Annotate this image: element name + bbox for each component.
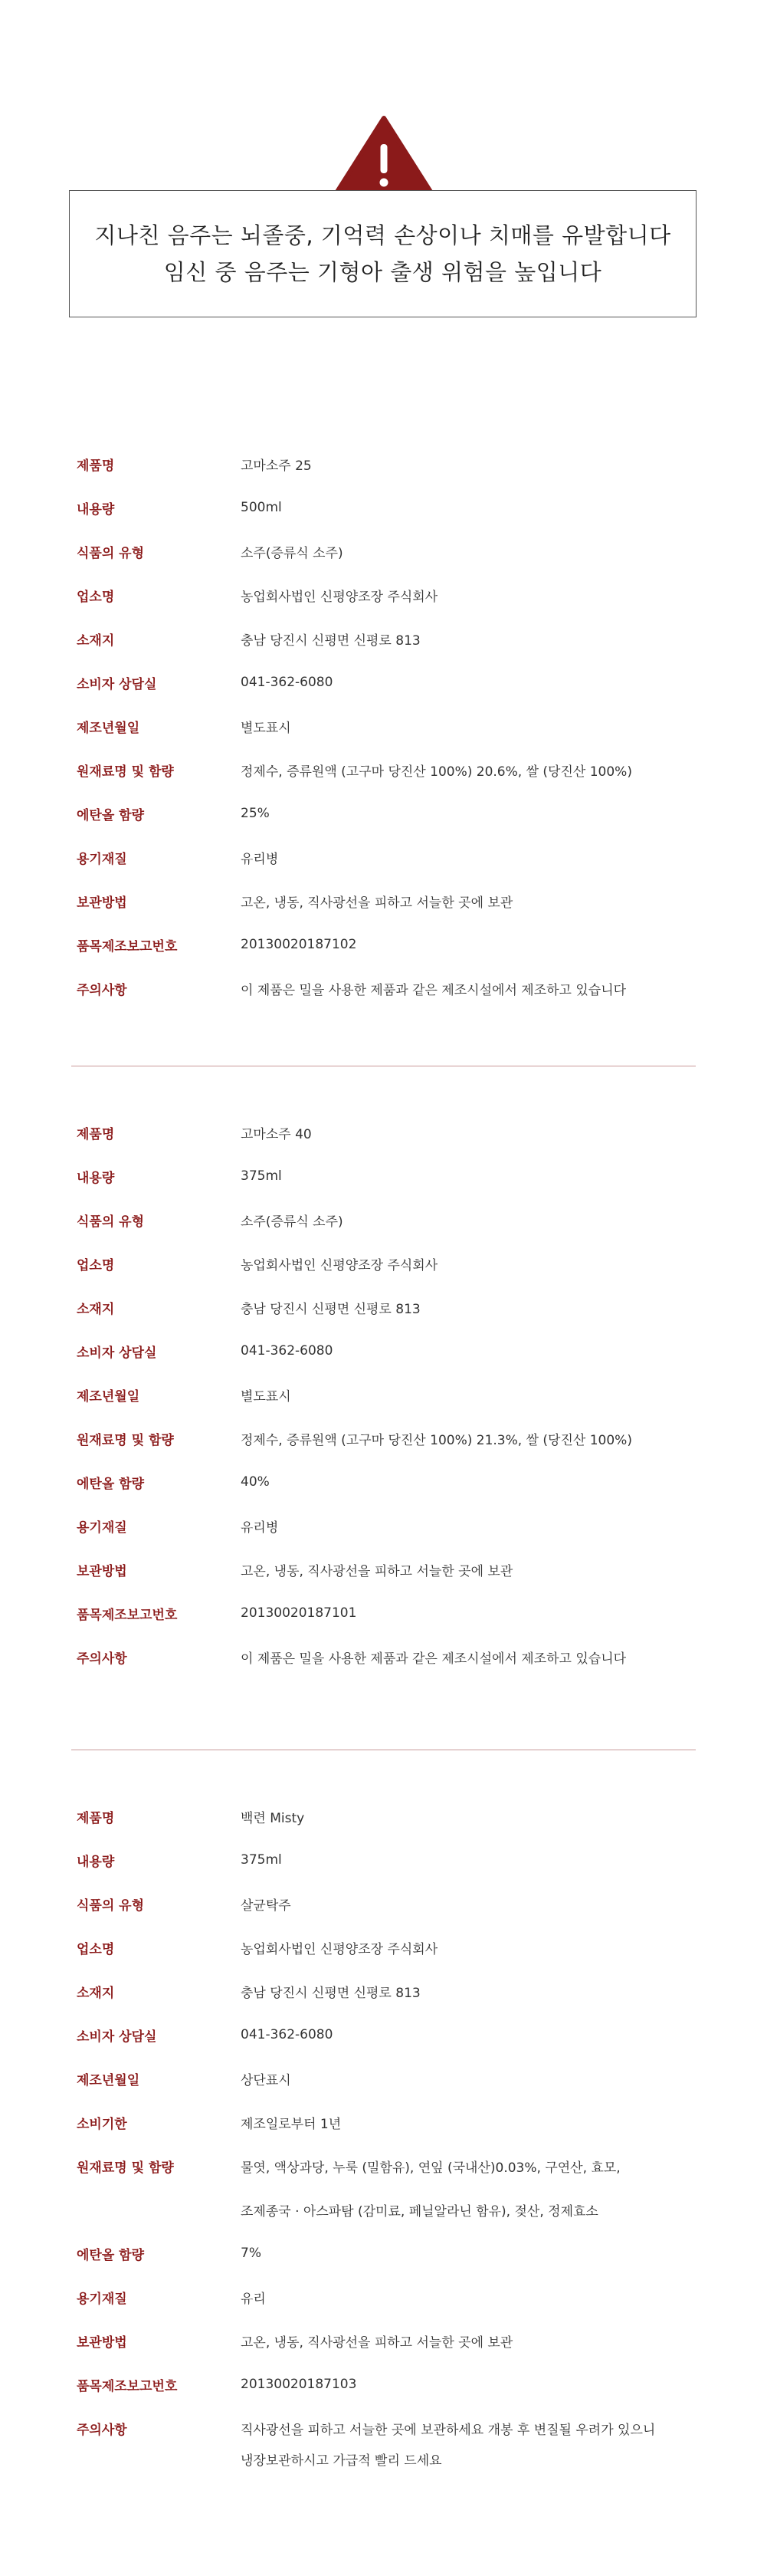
row-value: 유리병 <box>241 1520 279 1536</box>
info-row <box>77 2023 705 2046</box>
info-row <box>77 1470 705 1493</box>
info-row <box>77 1121 705 1144</box>
info-row <box>77 802 705 825</box>
row-label: 내용량 <box>77 1170 115 1186</box>
row-label: 보관방법 <box>77 2334 127 2351</box>
info-row <box>77 1645 705 1668</box>
warning-box <box>69 190 697 317</box>
row-label: 주의사항 <box>77 982 127 998</box>
info-row <box>77 1558 705 1581</box>
info-row <box>77 1208 705 1231</box>
row-label: 소비자 상담실 <box>77 1345 157 1361</box>
row-value: 상단표시 <box>241 2072 291 2088</box>
row-value: 물엿, 액상과당, 누룩 (밀함유), 연잎 (국내산)0.03%, 구연산, 효모, <box>241 2160 621 2176</box>
row-value: 충남 당진시 신평면 신평로 813 <box>241 1301 421 1317</box>
info-row-continuation <box>77 2447 705 2470</box>
warning-line-1: 지나친 음주는 뇌졸중, 기억력 손상이나 치매를 유발합니다 <box>94 222 671 248</box>
info-row <box>77 1936 705 1959</box>
row-label: 원재료명 및 함량 <box>77 1432 174 1448</box>
row-label: 용기재질 <box>77 851 127 867</box>
info-row <box>77 758 705 781</box>
info-row <box>77 2067 705 2090</box>
row-value: 살균탁주 <box>241 1898 291 1914</box>
row-label: 주의사항 <box>77 1651 127 1667</box>
row-value: 041-362-6080 <box>241 2027 333 2042</box>
row-value: 소주(증류식 소주) <box>241 545 343 561</box>
row-value: 충남 당진시 신평면 신평로 813 <box>241 632 421 649</box>
row-value: 375ml <box>241 1852 282 1868</box>
row-value: 제조일로부터 1년 <box>241 2116 342 2132</box>
row-value: 고온, 냉동, 직사광선을 피하고 서늘한 곳에 보관 <box>241 2334 513 2351</box>
info-row <box>77 1602 705 1625</box>
info-row <box>77 1165 705 1188</box>
info-row <box>77 1514 705 1537</box>
row-value: 조제종국 · 아스파탐 (감미료, 페닐알라닌 함유), 젖산, 정제효소 <box>241 2203 598 2220</box>
info-row <box>77 2111 705 2134</box>
row-label: 식품의 유형 <box>77 545 145 561</box>
row-label: 품목제조보고번호 <box>77 1607 178 1623</box>
row-label: 용기재질 <box>77 1520 127 1536</box>
info-row <box>77 2329 705 2352</box>
row-value: 041-362-6080 <box>241 1343 333 1359</box>
info-row <box>77 715 705 738</box>
info-row <box>77 540 705 563</box>
info-row <box>77 583 705 606</box>
info-row <box>77 671 705 694</box>
row-value: 500ml <box>241 500 282 515</box>
row-label: 주의사항 <box>77 2422 127 2438</box>
info-row <box>77 496 705 519</box>
row-value: 20130020187103 <box>241 2377 357 2392</box>
info-row <box>77 1339 705 1362</box>
row-label: 업소명 <box>77 589 115 605</box>
row-value: 직사광선을 피하고 서늘한 곳에 보관하세요 개봉 후 변질될 우려가 있으니 <box>241 2422 656 2438</box>
info-row <box>77 1848 705 1871</box>
row-value: 백련 Misty <box>241 1810 305 1826</box>
row-label: 내용량 <box>77 501 115 518</box>
info-row-continuation <box>77 2198 705 2221</box>
row-value: 이 제품은 밀을 사용한 제품과 같은 제조시설에서 제조하고 있습니다 <box>241 982 627 998</box>
info-row <box>77 2154 705 2177</box>
row-value: 고마소주 25 <box>241 458 312 474</box>
row-label: 제조년월일 <box>77 720 140 736</box>
info-row <box>77 2285 705 2308</box>
row-label: 업소명 <box>77 1941 115 1957</box>
info-row <box>77 627 705 650</box>
row-value: 정제수, 증류원액 (고구마 당진산 100%) 21.3%, 쌀 (당진산 100%) <box>241 1432 632 1448</box>
row-label: 식품의 유형 <box>77 1898 145 1914</box>
row-label: 보관방법 <box>77 1563 127 1579</box>
row-value: 별도표시 <box>241 720 291 736</box>
info-row <box>77 1383 705 1406</box>
row-value: 소주(증류식 소주) <box>241 1214 343 1230</box>
row-label: 제품명 <box>77 1810 115 1826</box>
row-label: 품목제조보고번호 <box>77 938 178 955</box>
row-value: 냉장보관하시고 가급적 빨리 드세요 <box>241 2453 442 2469</box>
info-row <box>77 2242 705 2265</box>
row-label: 소비자 상담실 <box>77 2029 157 2045</box>
row-label: 제품명 <box>77 1126 115 1142</box>
info-row <box>77 2417 705 2440</box>
row-value: 별도표시 <box>241 1388 291 1405</box>
row-label: 제조년월일 <box>77 1388 140 1405</box>
row-value: 농업회사법인 신평양조장 주식회사 <box>241 1941 438 1957</box>
row-label: 원재료명 및 함량 <box>77 764 174 780</box>
info-row <box>77 1427 705 1450</box>
info-row <box>77 2373 705 2396</box>
row-value: 25% <box>241 806 270 821</box>
info-row <box>77 889 705 912</box>
row-value: 고온, 냉동, 직사광선을 피하고 서늘한 곳에 보관 <box>241 1563 513 1579</box>
row-value: 유리 <box>241 2291 266 2307</box>
row-value: 유리병 <box>241 851 279 867</box>
warning-triangle-icon <box>332 115 435 198</box>
info-row <box>77 1296 705 1319</box>
row-value: 20130020187101 <box>241 1605 357 1621</box>
row-value: 40% <box>241 1474 270 1490</box>
info-row <box>77 1252 705 1275</box>
row-value: 375ml <box>241 1168 282 1184</box>
row-label: 에탄올 함량 <box>77 807 145 823</box>
row-value: 농업회사법인 신평양조장 주식회사 <box>241 589 438 605</box>
row-label: 소재지 <box>77 1301 115 1317</box>
row-value: 고온, 냉동, 직사광선을 피하고 서늘한 곳에 보관 <box>241 895 513 911</box>
row-label: 에탄올 함량 <box>77 1476 145 1492</box>
row-label: 제조년월일 <box>77 2072 140 2088</box>
row-label: 업소명 <box>77 1257 115 1273</box>
row-label: 소비기한 <box>77 2116 127 2132</box>
row-value: 정제수, 증류원액 (고구마 당진산 100%) 20.6%, 쌀 (당진산 100%) <box>241 764 632 780</box>
info-row <box>77 1980 705 2003</box>
info-row <box>77 933 705 956</box>
info-row <box>77 1892 705 1915</box>
row-value: 041-362-6080 <box>241 675 333 690</box>
row-value: 7% <box>241 2246 261 2261</box>
info-row <box>77 452 705 475</box>
row-label: 에탄올 함량 <box>77 2247 145 2263</box>
row-label: 소비자 상담실 <box>77 676 157 692</box>
row-label: 제품명 <box>77 458 115 474</box>
warning-line-2: 임신 중 음주는 기형아 출생 위험을 높입니다 <box>163 259 602 285</box>
row-label: 식품의 유형 <box>77 1214 145 1230</box>
row-value: 농업회사법인 신평양조장 주식회사 <box>241 1257 438 1273</box>
row-label: 내용량 <box>77 1854 115 1870</box>
row-label: 소재지 <box>77 632 115 649</box>
row-label: 원재료명 및 함량 <box>77 2160 174 2176</box>
row-value: 충남 당진시 신평면 신평로 813 <box>241 1985 421 2001</box>
info-row <box>77 846 705 869</box>
row-label: 품목제조보고번호 <box>77 2378 178 2394</box>
row-value: 이 제품은 밀을 사용한 제품과 같은 제조시설에서 제조하고 있습니다 <box>241 1651 627 1667</box>
row-value: 고마소주 40 <box>241 1126 312 1142</box>
info-row <box>77 977 705 1000</box>
row-label: 소재지 <box>77 1985 115 2001</box>
row-value: 20130020187102 <box>241 937 357 952</box>
row-label: 용기재질 <box>77 2291 127 2307</box>
row-label: 보관방법 <box>77 895 127 911</box>
info-row <box>77 1805 705 1828</box>
